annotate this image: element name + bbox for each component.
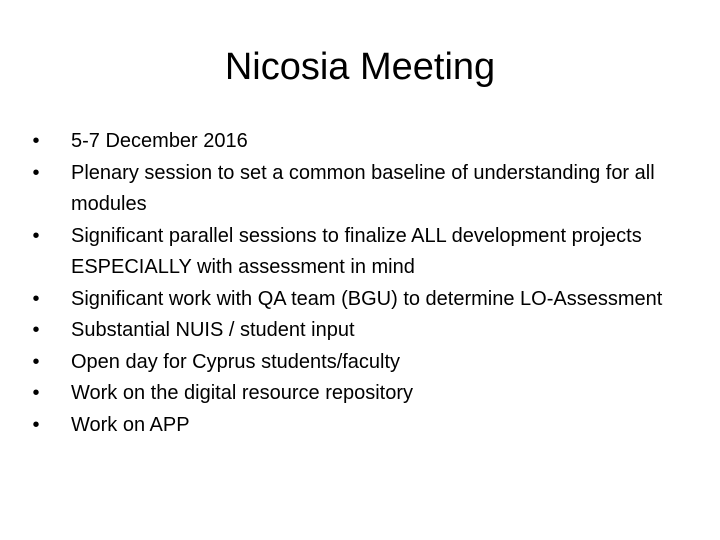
bullet-text: Significant parallel sessions to finalize ALL development projects ESPECIALLY with assessment in mind <box>71 224 642 278</box>
bullet-item <box>30 347 680 379</box>
bullet-dot-icon: • <box>32 161 40 184</box>
bullet-item <box>30 126 680 158</box>
bullet-list <box>30 126 680 441</box>
slide-title: Nicosia Meeting <box>224 46 496 88</box>
bullet-text: Plenary session to set a common baseline of understanding for all modules <box>71 161 655 215</box>
bullet-item <box>30 221 680 284</box>
bullet-dot-icon: • <box>32 350 40 373</box>
bullet-dot-icon: • <box>32 224 40 247</box>
bullet-item <box>30 315 680 347</box>
bullet-text: Significant work with QA team (BGU) to determine LO-Assessment <box>71 287 663 310</box>
bullet-item <box>30 284 680 316</box>
bullet-item <box>30 410 680 442</box>
bullet-text: Substantial NUIS / student input <box>71 319 355 341</box>
bullet-dot-icon: • <box>32 319 40 341</box>
bullet-dot-icon: • <box>32 287 40 310</box>
bullet-dot-icon: • <box>32 130 40 152</box>
bullet-dot-icon: • <box>32 382 40 404</box>
bullet-item <box>30 378 680 410</box>
bullet-text: Work on the digital resource repository <box>71 382 414 404</box>
bullet-text: Open day for Cyprus students/faculty <box>71 350 401 373</box>
bullet-item <box>30 158 680 221</box>
bullet-dot-icon: • <box>32 413 40 436</box>
bullet-text: 5-7 December 2016 <box>71 130 248 152</box>
bullet-text: Work on APP <box>71 413 190 436</box>
